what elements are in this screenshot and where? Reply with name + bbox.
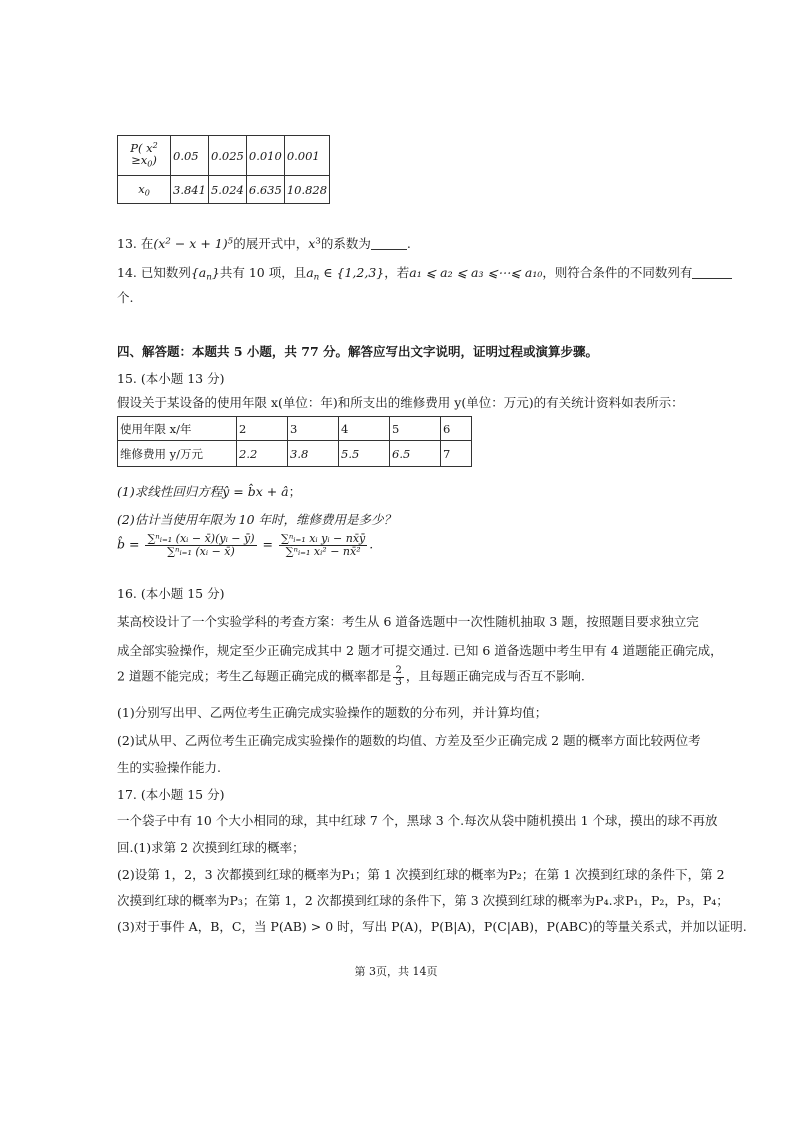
question-14: 14. 已知数列$\{a_n\}$共有 10 项，且$a_n$ ∈ {1,2,3}，若a₁ ⩽ a₂ ⩽ a₃ ⩽⋯⩽ a₁₀，则符合条件的不同数列有 bbox=[117, 263, 732, 283]
q17-paragraph: 次摸到红球的概率为P₃；在第 1，2 次都摸到红球的条件下，第 3 次摸到红球的概率为P₄.求P₁，P₂，P₃，P₄； bbox=[117, 893, 729, 908]
q17-paragraph: 一个袋子中有 10 个大小相同的球，其中红球 7 个，黑球 3 个.每次从袋中随机摸出 1 个球，摸出的球不再放 bbox=[117, 813, 718, 828]
chi-square-p-value: 0.010 bbox=[246, 136, 284, 176]
q15-table-cell: 2 bbox=[237, 417, 288, 441]
q15-table-row1-label: 使用年限 x/年 bbox=[118, 417, 237, 441]
q15-part1: (1)求线性回归方程ŷ = b̂x + â； bbox=[117, 484, 302, 499]
chi-square-p-value: 0.05 bbox=[171, 136, 209, 176]
q13-prefix: 13. 在 bbox=[117, 236, 154, 251]
q16-part2: (2)试从甲、乙两位考生正确完成实验操作的题数的均值、方差及至少正确完成 2 题的概率方面比较两位考 bbox=[117, 733, 701, 748]
page-number: 第 3页，共 14页 bbox=[354, 965, 438, 978]
q15-table-cell: 3 bbox=[288, 417, 339, 441]
q15-part2: (2)估计当使用年限为 10 年时，维修费用是多少？ bbox=[117, 512, 397, 527]
q17-paragraph: 回.(1)求第 2 次摸到红球的概率； bbox=[117, 840, 305, 855]
chi-square-x0-value: 6.635 bbox=[246, 176, 284, 204]
chi-square-p-value: 0.025 bbox=[208, 136, 246, 176]
q15-intro: 假设关于某设备的使用年限 x(单位：年)和所支出的维修费用 y(单位：万元)的有关统计资料如表所示： bbox=[117, 395, 684, 410]
q16-paragraph: 某高校设计了一个实验学科的考查方案：考生从 6 道备选题中一次性随机抽取 3 题，按照题目要求独立完 bbox=[117, 614, 699, 629]
q15-table-cell: 7 bbox=[441, 441, 472, 467]
q16-paragraph: 成全部实验操作，规定至少正确完成其中 2 题才可提交通过. 已知 6 道备选题中考生甲有 4 道题能正确完成， bbox=[117, 643, 723, 658]
q16-part2-cont: 生的实验操作能力. bbox=[117, 760, 221, 775]
q15-title: 15. (本小题 13 分) bbox=[117, 371, 225, 386]
q17-paragraph: (2)设第 1，2，3 次都摸到红球的概率为P₁；第 1 次摸到红球的概率为P₂；在第 1 次摸到红球的条件下，第 2 bbox=[117, 867, 725, 882]
q15-table-cell: 5.5 bbox=[339, 441, 390, 467]
q17-title: 17. (本小题 15 分) bbox=[117, 787, 225, 802]
chi-square-p-value: 0.001 bbox=[284, 136, 329, 176]
chi-square-header-p: P( $x^2$ $\ge x_0$) bbox=[118, 136, 171, 176]
chi-square-x0-value: 3.841 bbox=[171, 176, 209, 204]
q14-answer-blank bbox=[692, 266, 732, 279]
q15-table-cell: 2.2 bbox=[237, 441, 288, 467]
q16-part1: (1)分别写出甲、乙两位考生正确完成实验操作的题数的分布列，并计算均值； bbox=[117, 705, 548, 720]
q15-data-table bbox=[117, 416, 472, 467]
chi-square-table bbox=[117, 135, 330, 204]
q15-table-cell: 3.8 bbox=[288, 441, 339, 467]
q17-paragraph: (3)对于事件 A，B，C，当 P(AB) > 0 时，写出 P(A)，P(B|A)，P(C|AB)，P(ABC)的等量关系式，并加以证明. bbox=[117, 919, 747, 934]
question-13: 13. 在$(x^2 - x + 1)^5$的展开式中，$x^3$的系数为 . bbox=[117, 236, 411, 251]
q15-table-row2-label: 维修费用 y/万元 bbox=[118, 441, 237, 467]
q15-formula: b̂ = $\frac{\text{∑ⁿᵢ₌₁ (xᵢ − x̄)(yᵢ − ȳ)}}{\text{∑ⁿᵢ₌₁ (xᵢ − x̄)}}$ = $\frac{\text{∑ⁿᵢ₌₁ xᵢ yᵢ − nx̄ȳ}}{\text{∑ⁿᵢ₌₁ xᵢ² − nx̄²}}$ . bbox=[117, 532, 374, 558]
q15-table-cell: 5 bbox=[390, 417, 441, 441]
chi-square-header-x0: $x_0$ bbox=[118, 176, 171, 204]
q15-table-cell: 4 bbox=[339, 417, 390, 441]
q13-answer-blank bbox=[371, 237, 407, 250]
q16-title: 16. (本小题 15 分) bbox=[117, 586, 225, 601]
q15-table-cell: 6.5 bbox=[390, 441, 441, 467]
question-14-line2: 个. bbox=[117, 290, 134, 305]
section-heading: 四、解答题：本题共 5 小题，共 77 分。解答应写出文字说明，证明过程或演算步骤。 bbox=[117, 344, 599, 359]
chi-square-x0-value: 10.828 bbox=[284, 176, 329, 204]
chi-square-x0-value: 5.024 bbox=[208, 176, 246, 204]
q15-table-cell: 6 bbox=[441, 417, 472, 441]
q16-paragraph: 2 道题不能完成；考生乙每题正确完成的概率都是 $\frac{2}{3}$ ，且每题正确完成与否互不影响. bbox=[117, 665, 585, 688]
